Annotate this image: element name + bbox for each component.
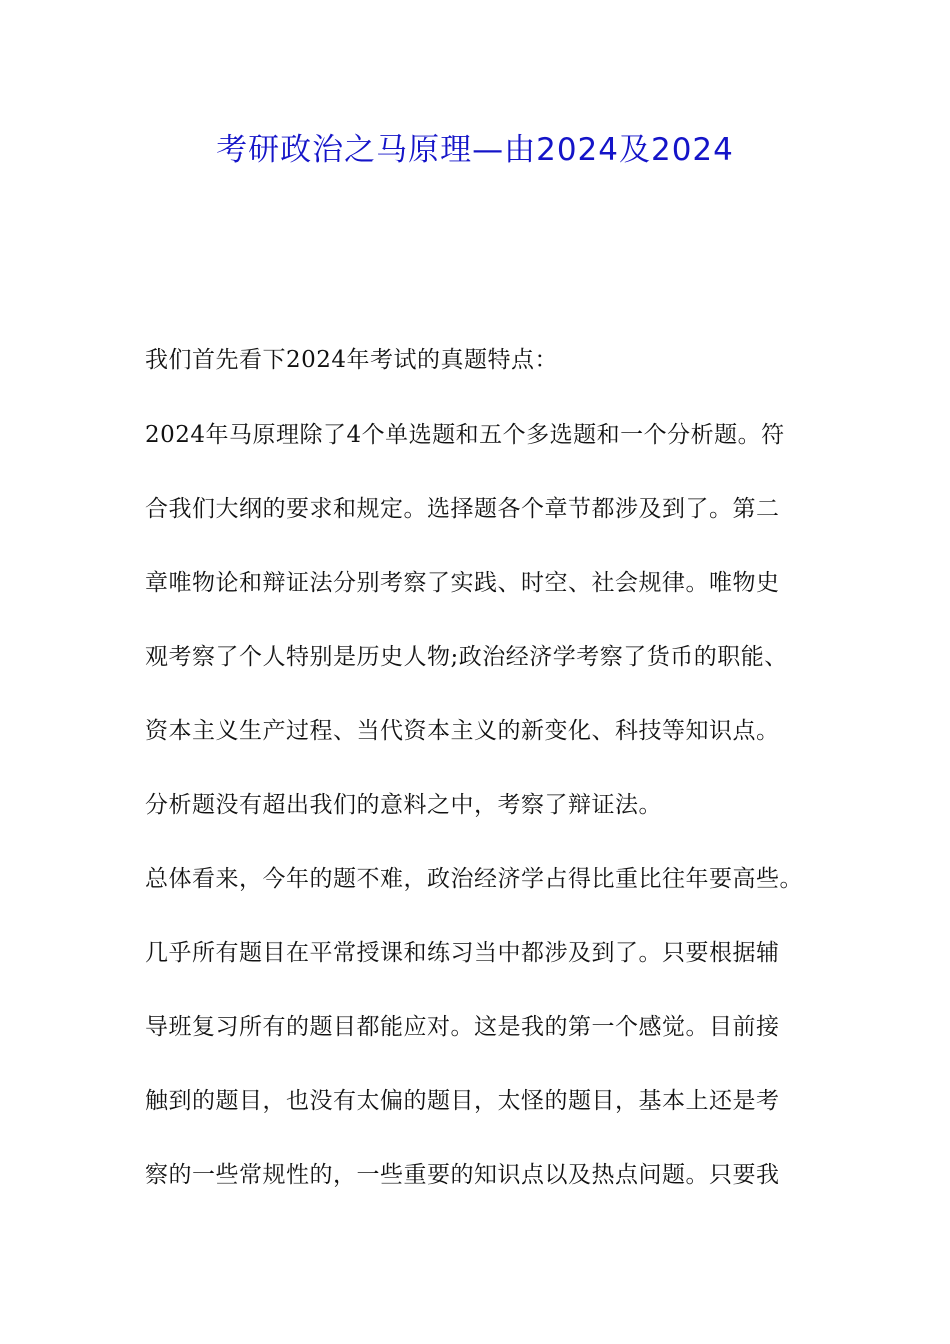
paragraph-line: 几乎所有题目在平常授课和练习当中都涉及到了。只要根据辅	[145, 940, 780, 966]
paragraph-line: 2024年马原理除了4个单选题和五个多选题和一个分析题。符	[145, 422, 785, 448]
paragraph-line: 触到的题目，也没有太偏的题目，太怪的题目，基本上还是考	[145, 1088, 780, 1114]
paragraph-line: 分析题没有超出我们的意料之中，考察了辩证法。	[145, 792, 662, 818]
paragraph-line: 总体看来，今年的题不难，政治经济学占得比重比往年要高些。	[145, 866, 803, 892]
paragraph-line: 合我们大纲的要求和规定。选择题各个章节都涉及到了。第二	[145, 496, 780, 522]
paragraph-line: 章唯物论和辩证法分别考察了实践、时空、社会规律。唯物史	[145, 570, 780, 596]
paragraph-line: 我们首先看下2024年考试的真题特点：	[145, 347, 559, 373]
paragraph-line: 导班复习所有的题目都能应对。这是我的第一个感觉。目前接	[145, 1014, 780, 1040]
paragraph-line: 观考察了个人特别是历史人物;政治经济学考察了货币的职能、	[145, 644, 788, 670]
document-title: 考研政治之马原理—由2024及2024	[216, 132, 734, 168]
paragraph-line: 察的一些常规性的，一些重要的知识点以及热点问题。只要我	[145, 1162, 780, 1188]
paragraph-line: 资本主义生产过程、当代资本主义的新变化、科技等知识点。	[145, 718, 780, 744]
